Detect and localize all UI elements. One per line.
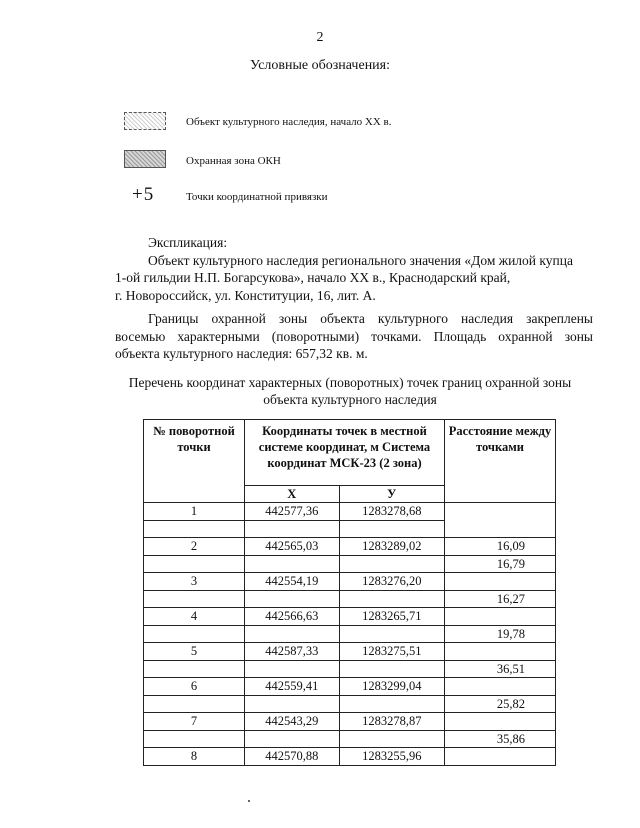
table-title-line-1: Перечень координат характерных (поворотных) точек границ охранной зоны (128, 375, 572, 390)
table-row-gap (144, 696, 556, 713)
point-y: 1283265,71 (339, 608, 444, 626)
point-x: 442554,19 (245, 573, 340, 591)
distance-value: 16,79 (445, 556, 556, 573)
boundaries-line-3: объекта культурного наследия: 657,32 кв. м. (115, 346, 368, 361)
table-row (144, 538, 556, 556)
table-row-gap (144, 661, 556, 678)
point-x: 442543,29 (245, 713, 340, 731)
page-number: 2 (316, 30, 324, 45)
table-row (144, 643, 556, 661)
point-number: 2 (144, 538, 245, 556)
point-number: 6 (144, 678, 245, 696)
point-x: 442566,63 (245, 608, 340, 626)
point-y: 1283276,20 (339, 573, 444, 591)
point-number: 4 (144, 608, 245, 626)
point-x: 442570,88 (245, 748, 340, 766)
point-number: 1 (144, 503, 245, 521)
distance-value: 35,86 (445, 731, 556, 748)
point-y: 1283275,51 (339, 643, 444, 661)
header-y: У (339, 486, 444, 503)
explication-line-2: 1-ой гильдии Н.П. Богарсукова», начало XX в., Краснодарский край, (115, 270, 511, 285)
legend-label-reference-points: Точки координатной привязки (186, 191, 328, 203)
point-y: 1283255,96 (339, 748, 444, 766)
distance-value: 16,27 (445, 591, 556, 608)
point-x: 442559,41 (245, 678, 340, 696)
table-row (144, 713, 556, 731)
point-y: 1283299,04 (339, 678, 444, 696)
point-number: 3 (144, 573, 245, 591)
table-row-gap (144, 556, 556, 573)
point-number: 8 (144, 748, 245, 766)
legend-label-protection-zone: Охранная зона ОКН (186, 155, 281, 167)
table-row (144, 678, 556, 696)
table-row (144, 573, 556, 591)
table-row (144, 503, 556, 521)
header-coordinates: Координаты точек в местной системе координат, м Система координат МСК-23 (2 зона) (245, 420, 445, 486)
legend-title: Условные обозначения: (249, 58, 391, 73)
table-row (144, 608, 556, 626)
header-x: X (245, 486, 340, 503)
point-number: 7 (144, 713, 245, 731)
table-title-line-2: объекта культурного наследия (263, 392, 437, 407)
distance-cell-empty (445, 503, 556, 538)
boundaries-line-2: восемью характерными (поворотными) точками. Площадь охранной зоны (115, 328, 593, 344)
table-row-gap (144, 591, 556, 608)
explication-line-1: Объект культурного наследия регионального значения «Дом жилой купца (148, 252, 573, 268)
header-point-number: № поворотной точки (144, 420, 245, 503)
point-x: 442577,36 (245, 503, 340, 521)
point-number: 5 (144, 643, 245, 661)
explication-block (115, 234, 593, 304)
point-x: 442565,03 (245, 538, 340, 556)
point-y: 1283289,02 (339, 538, 444, 556)
table-row-gap (144, 731, 556, 748)
distance-value: 16,09 (445, 538, 556, 556)
reference-point-symbol: +5 (132, 184, 155, 205)
boundaries-line-1: Границы охранной зоны объекта культурного наследия закреплены (148, 311, 593, 326)
table-row-gap (144, 626, 556, 643)
distance-value: 25,82 (445, 696, 556, 713)
table-row (144, 748, 556, 766)
point-x: 442587,33 (245, 643, 340, 661)
distance-value: 19,78 (445, 626, 556, 643)
header-distance: Расстояние между точками (445, 420, 556, 503)
table-title (100, 374, 600, 408)
scan-speck (248, 800, 250, 802)
heritage-object-swatch (124, 112, 166, 130)
explication-heading: Экспликация: (148, 235, 228, 250)
protection-zone-swatch (124, 150, 166, 168)
coordinates-table (143, 419, 556, 766)
distance-value: 36,51 (445, 661, 556, 678)
explication-line-3: г. Новороссийск, ул. Конституции, 16, лит. А. (115, 287, 376, 303)
boundaries-paragraph (115, 310, 593, 363)
point-y: 1283278,87 (339, 713, 444, 731)
point-y: 1283278,68 (339, 503, 444, 521)
legend-label-heritage-object: Объект культурного наследия, начало XX в. (186, 116, 392, 128)
